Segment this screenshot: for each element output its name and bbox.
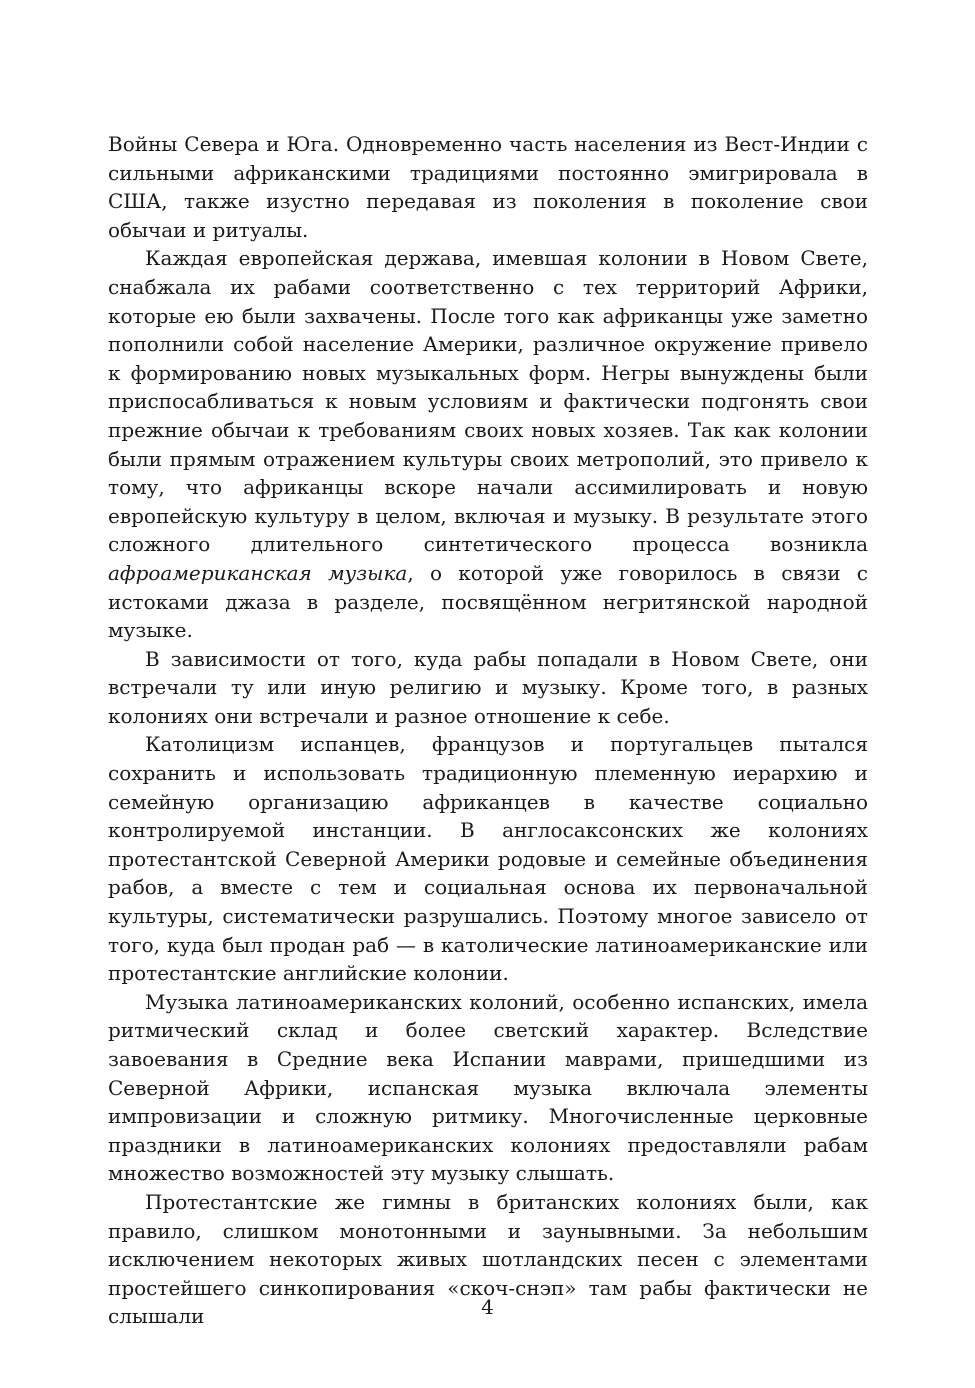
paragraph-2-italic-term: афроамериканская музыка (108, 560, 408, 585)
paragraph-2-text-before: Каждая европейская держава, имевшая колонии в Новом Свете, снабжала их рабами соответственно с тех территорий Африки, которые ею были захвачены. После того как африканцы уже заметно пополнили собой население Америки, различное окружение привело к формированию новых музыкальных форм. Негры вынуждены были приспосабливаться к новым условиям и фактически подгонять свои прежние обычаи к требованиям своих новых хозяев. Так как колонии были прямым отражением культуры своих метрополий, это привело к тому, что африканцы вскоре начали ассимилировать и новую европейскую культуру в целом, включая и музыку. В результате этого сложного длительного синтетического процесса возникла (108, 246, 868, 557)
paragraph-2 (108, 244, 868, 644)
paragraph-4: Католицизм испанцев, французов и португальцев пытался сохранить и использовать традиционную племенную иерархию и семейную организацию африканцев в качестве социально контролируемой инстанции. В англосаксонских же колониях протестантской Северной Америки родовые и семейные объединения рабов, а вместе с тем и социальная основа их первоначальной культуры, систематически разрушались. Поэтому многое зависело от того, куда был продан раб — в католические латиноамериканские или протестантские английские колонии. (108, 732, 868, 986)
paragraph-5: Музыка латиноамериканских колоний, особенно испанских, имела ритмический склад и более светский характер. Вследствие завоевания в Средние века Испании маврами, пришедшими из Северной Африки, испанская музыка включала элементы импровизации и сложную ритмику. Многочисленные церковные праздники в латиноамериканских колониях предоставляли рабам множество возможностей эту музыку слышать. (108, 989, 868, 1186)
paragraph-6: Протестантские же гимны в британских колониях были, как правило, слишком монотонными и заунывными. За небольшим исключением некоторых живых шотландских песен с элементами простейшего синкопирования «скоч-снэп» там рабы фактически не слышали (108, 1189, 868, 1329)
body-text (108, 130, 868, 1331)
paragraph-1: Войны Севера и Юга. Одновременно часть населения из Вест-Индии с сильными африканскими традициями постоянно эмигрировала в США, также изустно передавая из поколения в поколение свои обычаи и ритуалы. (108, 132, 868, 242)
paragraph-3: В зависимости от того, куда рабы попадали в Новом Свете, они встречали ту или иную религию и музыку. Кроме того, в разных колониях они встречали и разное отношение к себе. (108, 646, 868, 728)
page-number: 4 (481, 1295, 494, 1319)
paragraph-2-text-after: , о которой уже говорилось в связи с истоками джаза в разделе, посвящённом негритянской народной музыке. (108, 560, 869, 643)
